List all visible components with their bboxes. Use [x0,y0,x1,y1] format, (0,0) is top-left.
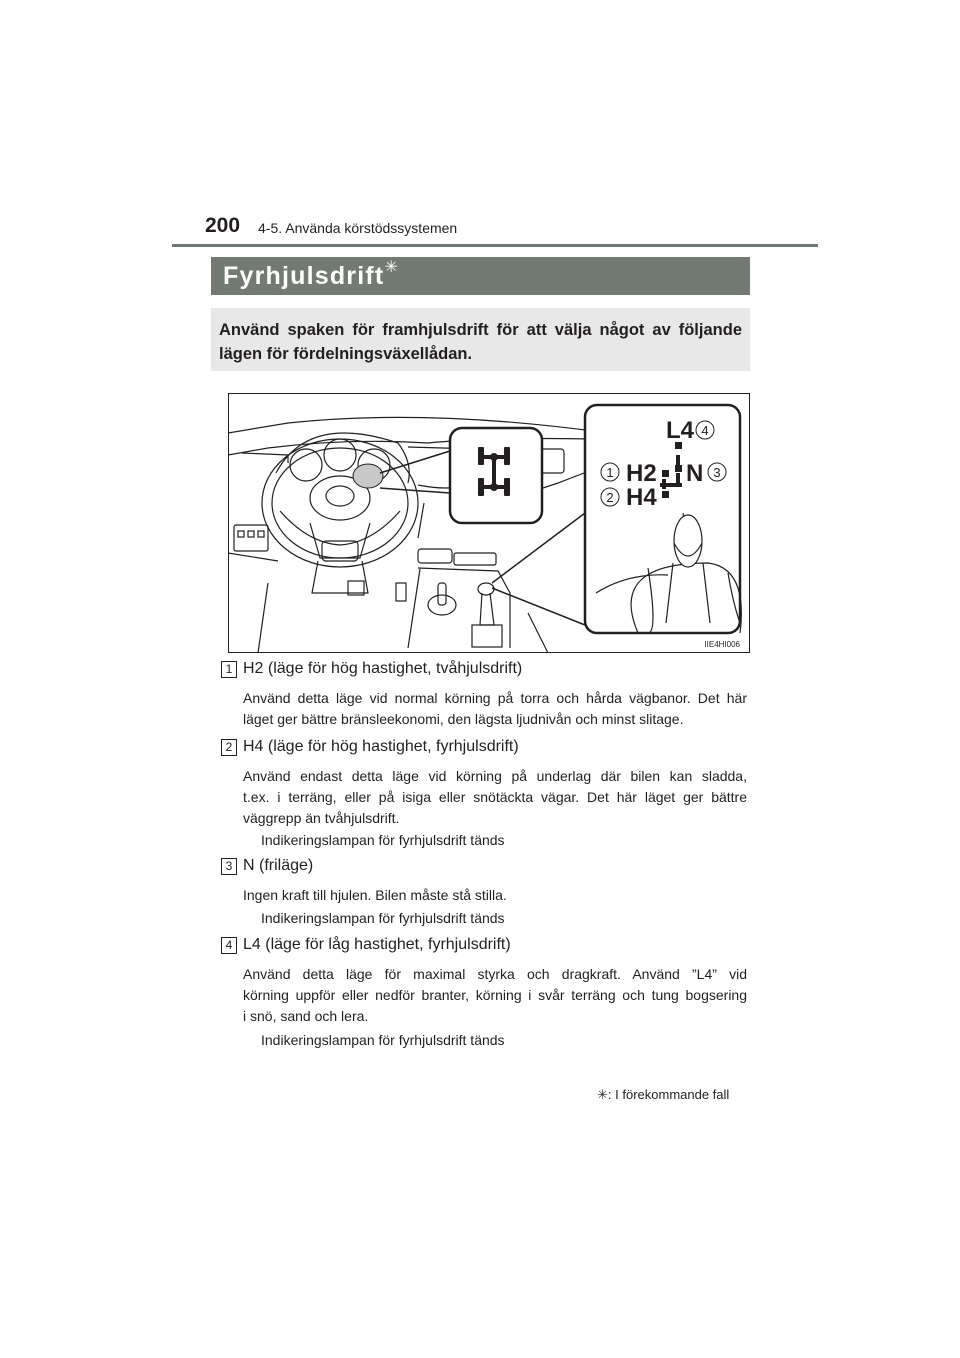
optional-marker-icon: ✳ [597,1087,608,1102]
intro-box [211,308,750,371]
description-line: körning uppför eller nedför branter, körning i svår terräng och tung bogsering [243,987,747,1003]
optional-marker-icon: ✳ [384,259,400,276]
transfer-lever-figure [228,393,750,653]
shift-label-l4: L4 [666,417,695,444]
description-line: Använd detta läge vid normal körning på torra och hårda vägbanor. Det här [243,690,747,706]
description-line: väggrepp än tvåhjulsdrift. [243,810,400,826]
description-line: Ingen kraft till hjulen. Bilen måste stå stilla. [243,887,507,903]
dashboard-illustration [228,393,750,653]
header-rule [172,244,818,247]
description-line: läget ger bättre bränsleekonomi, den lägsta ljudnivån och minst slitage. [243,711,684,727]
item-description-h2 [243,688,747,730]
callout-3: 3 [713,465,721,480]
callout-2: 2 [606,490,614,505]
item-title-l4: L4 (läge för låg hastighet, fyrhjulsdrift) [243,936,511,953]
indicator-note: Indikeringslampan för fyrhjulsdrift tänds [261,832,505,848]
item-number: 1 [221,661,237,678]
description-line: t.ex. i terräng, eller på isiga eller snötäckta vägar. Det här läget ger bättre [243,789,747,805]
callout-1: 1 [606,465,614,480]
title-bar [211,257,750,295]
item-description-l4 [243,964,747,1027]
indicator-note: Indikeringslampan för fyrhjulsdrift tänds [261,910,505,926]
indicator-note: Indikeringslampan för fyrhjulsdrift tänds [261,1032,505,1048]
description-line: i snö, sand och lera. [243,1008,369,1024]
item-title-n: N (friläge) [243,857,314,874]
description-line: Använd detta läge för maximal styrka och dragkraft. Använd ”L4” vid [243,966,747,982]
description-line: Använd endast detta läge vid körning på underlag där bilen kan sladda, [243,768,747,784]
footnote-text: : I förekommande fall [607,1087,730,1102]
shift-label-h4: H4 [626,484,657,511]
shift-label-n: N [686,460,704,487]
callout-4: 4 [701,423,709,438]
item-title-h4: H4 (läge för hög hastighet, fyrhjulsdrift) [243,738,519,755]
section-title: 4-5. Använda körstödssystemen [258,220,458,236]
item-title-h2: H2 (läge för hög hastighet, tvåhjulsdrift) [243,660,523,677]
item-description-n [243,885,747,906]
page-title [223,259,400,291]
footnote [597,1087,729,1103]
item-number: 4 [221,937,237,954]
figure-code: IIE4HI006 [704,640,740,649]
page-title-text: Fyrhjulsdrift [223,262,385,290]
item-number: 3 [221,858,237,875]
item-description-h4 [243,766,747,829]
item-number: 2 [221,739,237,756]
shift-label-h2: H2 [626,460,657,487]
page-number: 200 [205,214,241,237]
intro-text: Använd spaken för framhjulsdrift för att välja något av följande lägen för fördelningsväxellådan. [219,321,742,363]
